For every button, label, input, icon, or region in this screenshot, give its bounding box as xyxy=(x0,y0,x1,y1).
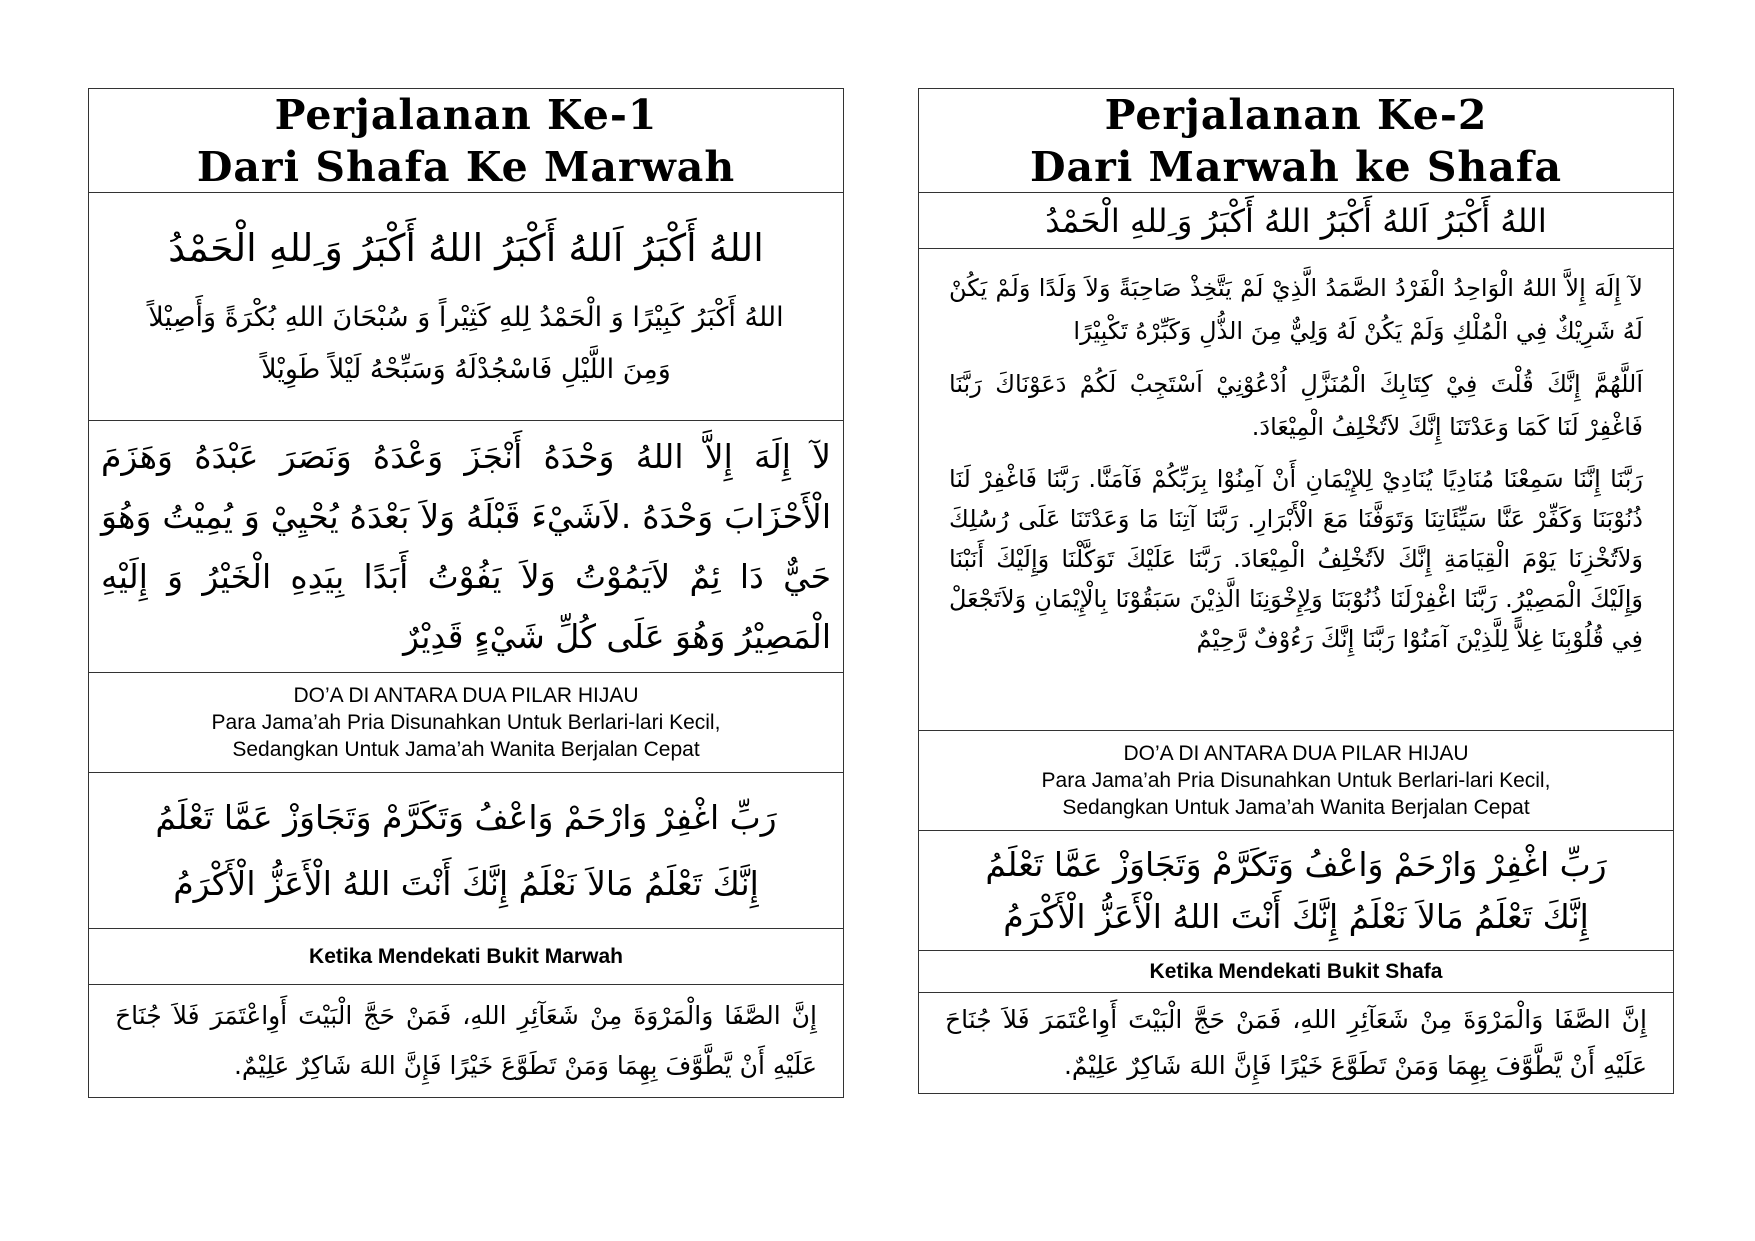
doa-note-2: Sedangkan Untuk Jama’ah Wanita Berjalan Cepat xyxy=(1062,796,1530,819)
panel-perjalanan-2 xyxy=(918,88,1674,1094)
doa-line-2: إِنَّكَ تَعْلَمُ مَالاَ نَعْلَمُ إِنَّكَ أَنْتَ اللهُ الْأَعَزُّ الْأَكْرَمُ xyxy=(173,863,759,903)
approach-verse: إِنَّ الصَّفَا وَالْمَرْوَةَ مِنْ شَعَآئِرِ اللهِ، فَمَنْ حَجَّ الْبَيْتَ أَوِاعْتَمَرَ فَلاَ جُنَاحَ عَلَيْهِ أَنْ يَّطَّوَّفَ بِهِمَا وَمَنْ تَطَوَّعَ خَيْرًا فَإِنَّ اللهَ شَاكِرٌ عَلِيْمٌ. xyxy=(115,1001,817,1080)
page-title-line2: Dari Marwah ke Shafa xyxy=(1029,142,1563,191)
takbir-text: اللهُ أَكْبَرُ اَللهُ أَكْبَرُ اللهُ أَكْبَرُ وَ ِللهِ الْحَمْدُ xyxy=(1045,201,1547,240)
section-title xyxy=(919,89,1673,193)
tahlil-text: لآ إِلَهَ إِلاَّ اللهُ وَحْدَهُ أَنْجَزَ وَعْدَهُ وَنَصَرَ عَبْدَهُ وَهَزَمَ الْأَحْزَابَ وَحْدَهُ .لاَشَيْءَ قَبْلَهُ وَلاَ بَعْدَهُ يُحْيِيْ وَ يُمِيْتُ وَهُوَ حَيٌّ دَا ئِمٌ لاَيَمُوْتُ وَلاَ يَفُوْتُ أَبَدًا بِيَدِهِ الْخَيْرُ وَ إِلَيْهِ الْمَصِيْرُ وَهُوَ عَلَى كُلِّ شَيْءٍ قَدِيْرٌ xyxy=(101,436,831,656)
section-takbir-dzikir xyxy=(89,193,843,421)
panel-perjalanan-1 xyxy=(88,88,844,1098)
section-doa-heading xyxy=(919,731,1673,831)
section-doa-heading xyxy=(89,673,843,773)
section-doa-pilar xyxy=(89,773,843,929)
approach-label: Ketika Mendekati Bukit Marwah xyxy=(309,944,623,968)
doa-line-2: إِنَّكَ تَعْلَمُ مَالاَ نَعْلَمُ إِنَّكَ أَنْتَ اللهُ الْأَعَزُّ الْأَكْرَمُ xyxy=(1003,896,1589,936)
section-approach-label xyxy=(89,929,843,985)
doa-note-1: Para Jama’ah Pria Disunahkan Untuk Berlari-lari Kecil, xyxy=(211,711,721,734)
doa-note-1: Para Jama’ah Pria Disunahkan Untuk Berlari-lari Kecil, xyxy=(1041,769,1551,792)
section-approach-verse xyxy=(919,993,1673,1093)
doa-kitab-text: اَللَّهُمَّ إِنَّكَ قُلْتَ فِيْ كِتَابِكَ الْمُنَزَّلِ اُدْعُوْنِيْ اَسْتَجِبْ لَكُمْ دَعَوْنَاكَ رَبَّنَا فَاغْفِرْ لَنَا كَمَا وَعَدْتَنَا إِنَّكَ لاَتُخْلِفُ الْمِيْعَادَ. xyxy=(949,370,1643,441)
section-takbir xyxy=(919,193,1673,249)
takbir-text: اللهُ أَكْبَرُ اَللهُ أَكْبَرُ اللهُ أَكْبَرُ وَ ِللهِ الْحَمْدُ xyxy=(168,225,764,270)
doa-line-1: رَبِّ اغْفِرْ وَارْحَمْ وَاعْفُ وَتَكَرَّمْ وَتَجَاوَزْ عَمَّا تَعْلَمُ xyxy=(155,797,777,837)
approach-label: Ketika Mendekati Bukit Shafa xyxy=(1149,959,1443,983)
section-tahlil xyxy=(89,421,843,673)
page-title-line1: Perjalanan Ke-2 xyxy=(1104,90,1488,139)
section-prayers xyxy=(919,249,1673,731)
dzikir-text: اللهُ أَكْبَرُ كَبِيْرًا وَ الْحَمْدُ لِلهِ كَثِيْراً وَ سُبْحَانَ اللهِ بُكْرَةً وَأَصِيْلاً وَمِنَ اللَّيْلِ فَاسْجُدْلَهُ وَسَبِّحْهُ لَيْلاً طَوِيْلاً xyxy=(148,301,784,385)
rabbana-text: رَبَّنَا إِنَّنَا سَمِعْنَا مُنَادِيًا يُنَادِيْ لِلإِيْمَانِ أَنْ آمِنُوْا بِرَبِّكُمْ فَآمَنَّا. رَبَّنَا فَاغْفِرْ لَنَا ذُنُوْبَنَا وَكَفِّرْ عَنَّا سَيِّئَاتِنَا وَتَوَفَّنَا مَعَ الْأَبْرَارِ. رَبَّنَا آتِنَا مَا وَعَدْتَنَا عَلَى رُسُلِكَ وَلاَتُخْزِنَا يَوْمَ الْقِيَامَةِ إِنَّكَ لاَتُخْلِفُ الْمِيْعَادَ. رَبَّنَا عَلَيْكَ تَوَكَّلْنَا وَإِلَيْكَ أَنَبْنَا وَإِلَيْكَ الْمَصِيْرُ. رَبَّنَا اغْفِرْلَنَا ذُنُوْبَنَا وَلِإِخْوَنِنَا الَّذِيْنَ سَبَقُوْنَا بِالْإِيْمَانِ وَلاَتَجْعَلْ فِي قُلُوْبِنَا غِلاًّ لِلَّذِيْنَ آمَنُوْا رَبَّنَا إِنَّكَ رَءُوْفٌ رَّحِيْمٌ xyxy=(949,465,1643,653)
section-doa-pilar xyxy=(919,831,1673,951)
doa-heading: DO’A DI ANTARA DUA PILAR HIJAU xyxy=(293,684,639,707)
section-title xyxy=(89,89,843,193)
page-title-line2: Dari Shafa Ke Marwah xyxy=(196,142,736,191)
approach-verse: إِنَّ الصَّفَا وَالْمَرْوَةَ مِنْ شَعَآئِرِ اللهِ، فَمَنْ حَجَّ الْبَيْتَ أَوِاعْتَمَرَ فَلاَ جُنَاحَ عَلَيْهِ أَنْ يَّطَّوَّفَ بِهِمَا وَمَنْ تَطَوَّعَ خَيْرًا فَإِنَّ اللهَ شَاكِرٌ عَلِيْمٌ. xyxy=(945,1005,1647,1080)
section-approach-verse xyxy=(89,985,843,1097)
doa-note-2: Sedangkan Untuk Jama’ah Wanita Berjalan Cepat xyxy=(232,738,700,761)
page-title-line1: Perjalanan Ke-1 xyxy=(274,90,658,139)
tahlil-text: لآ إِلَهَ إِلاَّ اللهُ الْوَاحِدُ الْفَرْدُ الصَّمَدُ الَّذِيْ لَمْ يَتَّخِذْ صَاحِبَةً وَلاَ وَلَدًا وَلَمْ يَكُنْ لَهُ شَرِيْكٌ فِي الْمُلْكِ وَلَمْ يَكُنْ لَهُ وَلِيٌّ مِنَ الذُّلِ وَكَبِّرْهُ تَكْبِيْرًا xyxy=(949,274,1643,345)
doa-heading: DO’A DI ANTARA DUA PILAR HIJAU xyxy=(1123,742,1469,765)
section-approach-label xyxy=(919,951,1673,993)
doa-line-1: رَبِّ اغْفِرْ وَارْحَمْ وَاعْفُ وَتَكَرَّمْ وَتَجَاوَزْ عَمَّا تَعْلَمُ xyxy=(985,844,1607,884)
